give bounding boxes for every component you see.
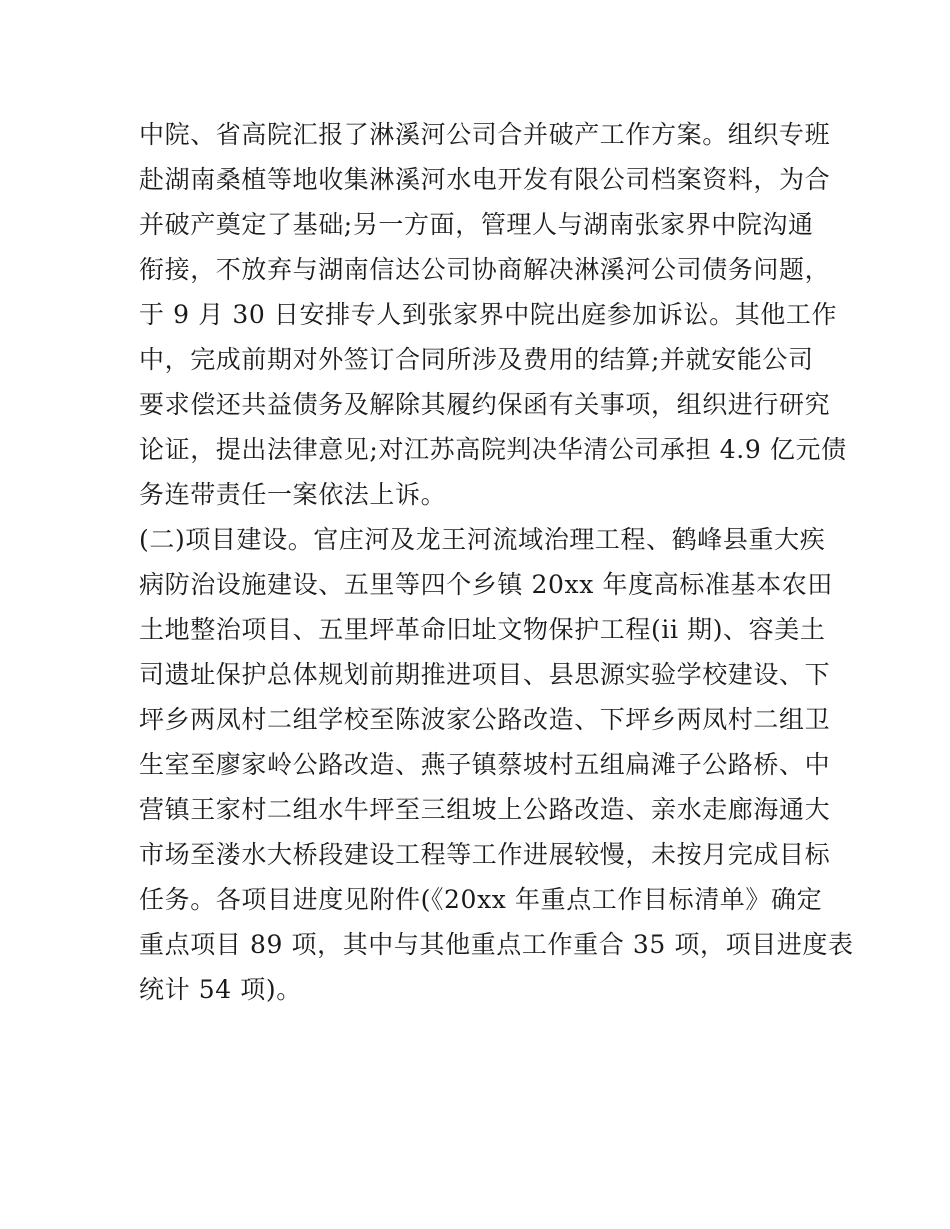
text-line: 营镇王家村二组水牛坪至三组坡上公路改造、亲水走廊海通大 xyxy=(139,795,831,824)
text-line: 衔接，不放弃与湖南信达公司协商解决淋溪河公司债务问题， xyxy=(139,255,831,284)
text-line: 市场至溇水大桥段建设工程等工作进展较慢，未按月完成目标 xyxy=(139,840,831,869)
section-heading-line: (二)项目建设。官庄河及龙王河流域治理工程、鹤峰县重大疾 xyxy=(139,525,826,554)
text-line: 赴湖南桑植等地收集淋溪河水电开发有限公司档案资料，为合 xyxy=(139,165,831,194)
text-line: 土地整治项目、五里坪革命旧址文物保护工程(ii 期)、容美土 xyxy=(139,615,826,644)
text-line: 中院、省高院汇报了淋溪河公司合并破产工作方案。组织专班 xyxy=(139,120,831,149)
text-line: 重点项目 89 项，其中与其他重点工作重合 35 项，项目进度表 xyxy=(139,930,854,959)
document-body xyxy=(139,112,854,1012)
text-line: 务连带责任一案依法上诉。 xyxy=(139,480,447,509)
text-line: 于 9 月 30 日安排专人到张家界中院出庭参加诉讼。其他工作 xyxy=(139,300,838,329)
text-line: 论证，提出法律意见;对江苏高院判决华清公司承担 4.9 亿元债 xyxy=(139,435,847,464)
text-line: 并破产奠定了基础;另一方面，管理人与湖南张家界中院沟通 xyxy=(139,210,814,239)
text-line: 司遗址保护总体规划前期推进项目、县思源实验学校建设、下 xyxy=(139,660,831,689)
text-line: 任务。各项目进度见附件(《20xx 年重点工作目标清单》确定 xyxy=(139,885,823,914)
text-line: 病防治设施建设、五里等四个乡镇 20xx 年度高标准基本农田 xyxy=(139,570,833,599)
text-line: 坪乡两凤村二组学校至陈波家公路改造、下坪乡两凤村二组卫 xyxy=(139,705,831,734)
text-line: 中，完成前期对外签订合同所涉及费用的结算;并就安能公司 xyxy=(139,345,814,374)
text-line: 统计 54 项)。 xyxy=(139,975,302,1004)
text-line: 要求偿还共益债务及解除其履约保函有关事项，组织进行研究 xyxy=(139,390,831,419)
text-line: 生室至廖家岭公路改造、燕子镇蔡坡村五组扁滩子公路桥、中 xyxy=(139,750,831,779)
